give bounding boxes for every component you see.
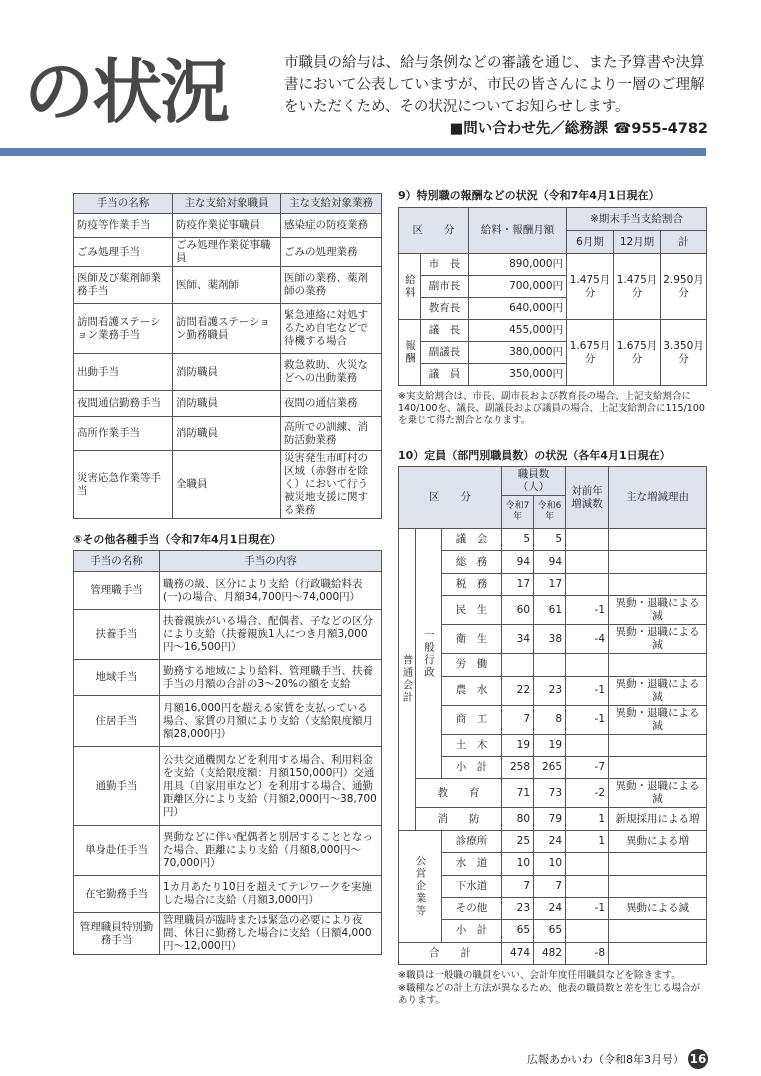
reason: [609, 573, 707, 595]
department: 土 木: [442, 734, 502, 756]
target-staff: ごみ処理作業従事職員: [173, 238, 281, 267]
table-row: [74, 354, 382, 391]
target-staff: 消防職員: [173, 391, 281, 417]
table-row: [399, 625, 707, 654]
table-row: [399, 676, 707, 705]
diff: -8: [566, 942, 609, 964]
department: 小 計: [442, 920, 502, 942]
count-r6: 482: [534, 942, 566, 964]
allowance-content: 職務の級、区分により支給（行政職給料表(一)の場合、月額34,700円～74,000円）: [160, 572, 382, 610]
group-futsu: 普通会計: [399, 529, 416, 831]
position-name: 議 員: [421, 364, 469, 386]
table-row: [74, 913, 382, 955]
allowance-name: 単身赴任手当: [74, 826, 160, 876]
allowance-name: 管理職手当: [74, 572, 160, 610]
department: 診療所: [442, 830, 502, 852]
count-r7: 71: [502, 779, 534, 808]
intro-box: [284, 52, 708, 140]
monthly-salary: 640,000円: [469, 298, 567, 320]
allowance-content: 扶養親族がいる場合、配偶者、子などの区分により支給（扶養親族1人につき月額3,000円～16,500円）: [160, 610, 382, 660]
reason: [609, 853, 707, 875]
count-r6: 24: [534, 897, 566, 919]
header-dec: 12月期: [614, 231, 661, 254]
left-column: [73, 193, 381, 955]
diff: [566, 551, 609, 573]
count-r7: 25: [502, 830, 534, 852]
position-name: 副市長: [421, 276, 469, 298]
table-row: [399, 920, 707, 942]
table-row: [399, 654, 707, 676]
header-reason: 主な増減理由: [609, 467, 707, 529]
diff: [566, 529, 609, 551]
special-title: 9）特別職の報酬などの状況（令和7年4月1日現在）: [398, 189, 660, 202]
table-row: [74, 451, 382, 519]
header-r6: 令和6年: [534, 496, 566, 529]
special-position-table: [398, 207, 707, 386]
target-staff: 消防職員: [173, 417, 281, 451]
allowance-name: 出動手当: [74, 354, 173, 391]
header-kubun: 区 分: [399, 208, 469, 254]
position-name: 市 長: [421, 254, 469, 276]
table-row: [399, 254, 707, 276]
department: 税 務: [442, 573, 502, 595]
total-row: [399, 942, 707, 964]
department: 労 働: [442, 654, 502, 676]
count-r6: 5: [534, 529, 566, 551]
target-work: 高所での訓練、消防活動業務: [281, 417, 382, 451]
reason: 異動による減: [609, 897, 707, 919]
allowance-name: 高所作業手当: [74, 417, 173, 451]
page-number: 16: [688, 1049, 708, 1069]
table-row: [74, 304, 382, 354]
allowance-content: 管理職員が臨時または緊急の必要により夜間、休日に勤務した場合に支給（日額4,000円～12,000円）: [160, 913, 382, 955]
column-header: 手当の名称: [74, 551, 160, 572]
count-r7: 7: [502, 705, 534, 734]
allowance-name: 医師及び薬剤師業務手当: [74, 267, 173, 304]
count-r7: 60: [502, 596, 534, 625]
table-row: [74, 267, 382, 304]
count-r7: 17: [502, 573, 534, 595]
reason: [609, 529, 707, 551]
target-staff: 医師、薬剤師: [173, 267, 281, 304]
column-header: 手当の名称: [74, 194, 173, 214]
staff-table: [398, 466, 707, 965]
column-header: 主な支給対象職員: [173, 194, 281, 214]
diff: -1: [566, 705, 609, 734]
diff: -2: [566, 779, 609, 808]
count-r6: 79: [534, 808, 566, 830]
diff: -4: [566, 625, 609, 654]
bonus-dec: 1.475月分: [614, 254, 661, 320]
diff: 1: [566, 808, 609, 830]
allowance-name: ごみ処理手当: [74, 238, 173, 267]
table-row: [399, 779, 707, 808]
count-r7: 474: [502, 942, 534, 964]
department: 衛 生: [442, 625, 502, 654]
intro-text: 市職員の給与は、給与条例などの審議を通じ、また予算書や決算書において公表していますが、市民の皆さんにより一層のご理解をいただくため、その状況についてお知らせします。: [284, 55, 705, 115]
table-row: [74, 238, 382, 267]
header-r7: 令和7年: [502, 496, 534, 529]
allowance-name: 訪問看護ステーション業務手当: [74, 304, 173, 354]
allowance-content: 1カ月あたり10日を超えてテレワークを実施した場合に支給（月額3,000円）: [160, 876, 382, 913]
contact-info: ■問い合わせ先／総務課 ☎955-4782: [449, 121, 708, 137]
count-r7: 65: [502, 920, 534, 942]
allowance-name: 扶養手当: [74, 610, 160, 660]
table-row: [399, 551, 707, 573]
reason: [609, 551, 707, 573]
group-ippan: 一般行政: [416, 529, 442, 779]
table-row: [399, 734, 707, 756]
header-kubun: 区 分: [399, 467, 502, 529]
table-row: [74, 660, 382, 696]
table-row: [399, 853, 707, 875]
other-allowances-title: ⑤その他各種手当（令和7年4月1日現在）: [73, 533, 282, 546]
count-r6: 73: [534, 779, 566, 808]
count-r6: 65: [534, 920, 566, 942]
reason: [609, 756, 707, 778]
monthly-salary: 890,000円: [469, 254, 567, 276]
count-r6: 8: [534, 705, 566, 734]
other-allowances-table: [73, 550, 382, 955]
diff: 1: [566, 830, 609, 852]
allowance-content: 公共交通機関などを利用する場合、利用料金を支給（支給限度額：月額150,000円）交通用具（自家用車など）を利用する場合、通勤距離区分により支給（月額2,000円～38,700円）: [160, 747, 382, 826]
table-row: [74, 391, 382, 417]
allowance-name: 防疫等作業手当: [74, 214, 173, 238]
total-label: 合 計: [399, 942, 502, 964]
count-r7: 5: [502, 529, 534, 551]
group-label: 報酬: [399, 320, 421, 386]
reason: 異動・退職による減: [609, 625, 707, 654]
page-title: の状況: [24, 51, 228, 133]
group-label: 給料: [399, 254, 421, 320]
staff-title: 10）定員（部門別職員数）の状況（各年4月1日現在）: [398, 449, 671, 462]
allowance-content: 月額16,000円を超える家賃を支払っている場合、家賃の月額により支給（支給限度額月額28,000円）: [160, 696, 382, 747]
table-row: [74, 876, 382, 913]
table-row: [74, 747, 382, 826]
allowance-name: 住居手当: [74, 696, 160, 747]
column-header: 主な支給対象業務: [281, 194, 382, 214]
count-r6: 38: [534, 625, 566, 654]
position-name: 教育長: [421, 298, 469, 320]
diff: -7: [566, 756, 609, 778]
diff: [566, 654, 609, 676]
department: 議 会: [442, 529, 502, 551]
bonus-dec: 1.675月分: [614, 320, 661, 386]
reason: [609, 875, 707, 897]
count-r7: 94: [502, 551, 534, 573]
count-r7: 7: [502, 875, 534, 897]
department: 商 工: [442, 705, 502, 734]
count-r7: 34: [502, 625, 534, 654]
reason: [609, 654, 707, 676]
diff: -1: [566, 897, 609, 919]
header-bonus: ※期末手当支給割合: [567, 208, 707, 231]
table-row: [399, 830, 707, 852]
table-row: [74, 417, 382, 451]
target-work: 夜間の通信業務: [281, 391, 382, 417]
table-row: [399, 897, 707, 919]
department: 水 道: [442, 853, 502, 875]
group-koei: 公営企業等: [399, 830, 442, 942]
target-work: 感染症の防疫業務: [281, 214, 382, 238]
allowance-content: 勤務する地域により給料、管理職手当、扶養手当の月額の合計の3～20%の額を支給: [160, 660, 382, 696]
reason: 異動・退職による減: [609, 705, 707, 734]
count-r6: 19: [534, 734, 566, 756]
bonus-total: 3.350月分: [661, 320, 707, 386]
publication-name: 広報あかいわ（令和8年3月号）: [527, 1053, 684, 1066]
count-r6: 265: [534, 756, 566, 778]
reason: 新規採用による増: [609, 808, 707, 830]
diff: -1: [566, 676, 609, 705]
diff: [566, 734, 609, 756]
target-work: 緊急連絡に対処するため自宅などで待機する場合: [281, 304, 382, 354]
allowance-name: 通勤手当: [74, 747, 160, 826]
header-diff: 対前年増減数: [566, 467, 609, 529]
target-work: 医師の業務、薬剤師の業務: [281, 267, 382, 304]
right-column: [398, 189, 708, 1069]
table-row: [399, 705, 707, 734]
count-r7: 80: [502, 808, 534, 830]
allowance-name: 在宅勤務手当: [74, 876, 160, 913]
target-staff: 消防職員: [173, 354, 281, 391]
special-note: ※実支給割合は、市長、副市長および教育長の場合、上記支給割合に140/100を、議長、副議長および議員の場合、上記支給割合に115/100を乗じて得た割合となります。: [398, 391, 705, 426]
department: 教 育: [416, 779, 502, 808]
department: 農 水: [442, 676, 502, 705]
table-row: [399, 573, 707, 595]
bonus-total: 2.950月分: [661, 254, 707, 320]
target-work: 災害発生市町村の区域（赤磐市を除く）において行う被災地支援に関する業務: [281, 451, 382, 519]
diff: [566, 573, 609, 595]
staff-note-1: ※職員は一般職の職員をいい、会計年度任用職員などを除きます。: [398, 970, 681, 982]
allowance-table: [73, 193, 382, 519]
monthly-salary: 455,000円: [469, 320, 567, 342]
allowance-content: 異動などに伴い配偶者と別居することとなった場合、距離により支給（月額8,000円～70,000円）: [160, 826, 382, 876]
department: 消 防: [416, 808, 502, 830]
allowance-name: 管理職員特別勤務手当: [74, 913, 160, 955]
count-r6: 10: [534, 853, 566, 875]
department: 小 計: [442, 756, 502, 778]
target-work: ごみの処理業務: [281, 238, 382, 267]
table-row: [399, 529, 707, 551]
monthly-salary: 350,000円: [469, 364, 567, 386]
count-r6: 61: [534, 596, 566, 625]
count-r6: 23: [534, 676, 566, 705]
count-r6: [534, 654, 566, 676]
target-staff: 訪問看護ステーション勤務職員: [173, 304, 281, 354]
monthly-salary: 700,000円: [469, 276, 567, 298]
allowance-name: 地域手当: [74, 660, 160, 696]
count-r6: 94: [534, 551, 566, 573]
count-r6: 17: [534, 573, 566, 595]
staff-note-2: ※職種などの計上方法が異なるため、他表の職員数と差を生じる場合があります。: [398, 983, 701, 1007]
target-staff: 防疫作業従事職員: [173, 214, 281, 238]
target-staff: 全職員: [173, 451, 281, 519]
header-june: 6月期: [567, 231, 614, 254]
reason: 異動・退職による減: [609, 779, 707, 808]
header-salary: 給料・報酬月額: [469, 208, 567, 254]
reason: 異動・退職による減: [609, 676, 707, 705]
header-divider: [0, 148, 706, 156]
table-row: [74, 696, 382, 747]
bonus-jun: 1.675月分: [567, 320, 614, 386]
table-row: [399, 875, 707, 897]
target-work: 救急救助、火災などへの出動業務: [281, 354, 382, 391]
position-name: 副議長: [421, 342, 469, 364]
reason: 異動による増: [609, 830, 707, 852]
count-r7: 22: [502, 676, 534, 705]
footer: [527, 1037, 708, 1069]
diff: -1: [566, 596, 609, 625]
bonus-jun: 1.475月分: [567, 254, 614, 320]
allowance-name: 災害応急作業等手当: [74, 451, 173, 519]
table-row: [399, 320, 707, 342]
count-r6: 24: [534, 830, 566, 852]
table-row: [74, 572, 382, 610]
count-r7: 19: [502, 734, 534, 756]
header-count: 職員数（人）: [502, 467, 566, 496]
count-r7: 23: [502, 897, 534, 919]
reason: [609, 734, 707, 756]
table-row: [74, 610, 382, 660]
monthly-salary: 380,000円: [469, 342, 567, 364]
header-total: 計: [661, 231, 707, 254]
diff: [566, 920, 609, 942]
department: 総 務: [442, 551, 502, 573]
count-r6: 7: [534, 875, 566, 897]
count-r7: [502, 654, 534, 676]
table-row: [399, 596, 707, 625]
diff: [566, 853, 609, 875]
reason: [609, 920, 707, 942]
reason: 異動・退職による減: [609, 596, 707, 625]
count-r7: 10: [502, 853, 534, 875]
table-row: [399, 756, 707, 778]
position-name: 議 長: [421, 320, 469, 342]
reason: [609, 942, 707, 964]
department: 民 生: [442, 596, 502, 625]
count-r7: 258: [502, 756, 534, 778]
table-row: [399, 808, 707, 830]
table-row: [74, 214, 382, 238]
table-row: [74, 826, 382, 876]
department: 下水道: [442, 875, 502, 897]
department: その他: [442, 897, 502, 919]
column-header: 手当の内容: [160, 551, 382, 572]
diff: [566, 875, 609, 897]
allowance-name: 夜間通信勤務手当: [74, 391, 173, 417]
